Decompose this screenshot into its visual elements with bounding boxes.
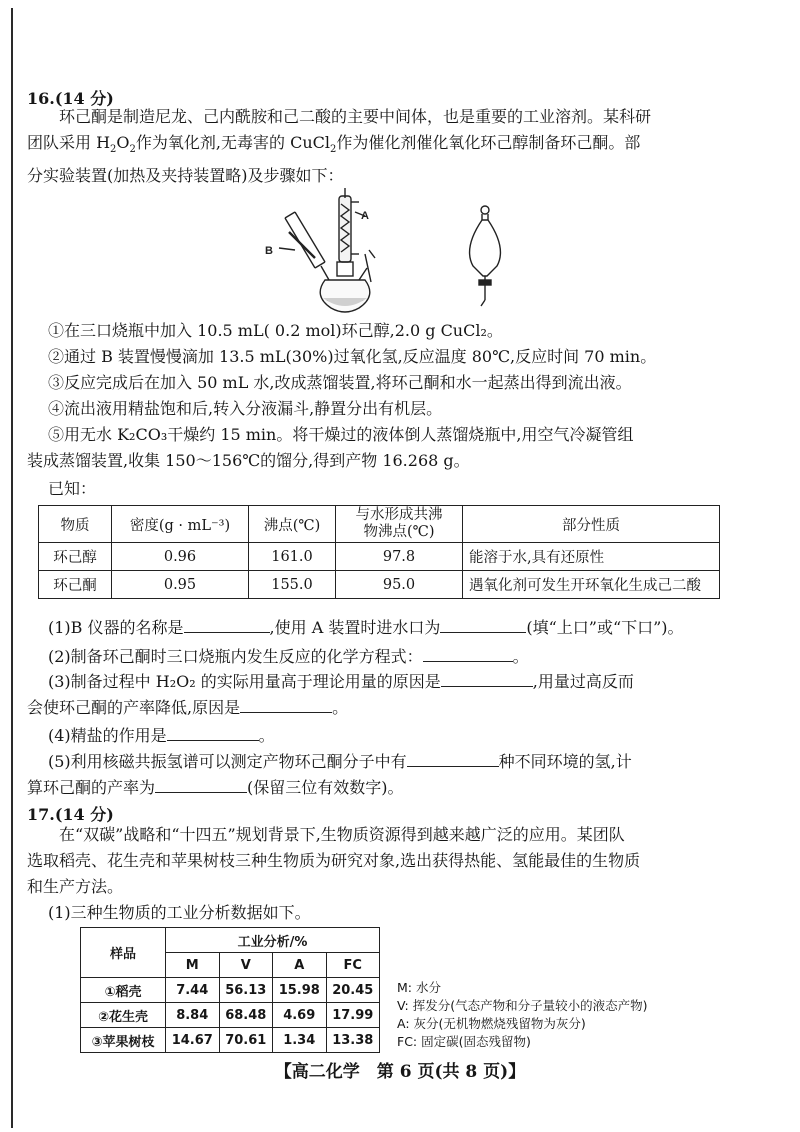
table-cell: 95.0	[336, 571, 463, 599]
header-cell: 部分性质	[463, 506, 720, 543]
step-1: ①在三口烧瓶中加入 10.5 mL( 0.2 mol)环己醇,2.0 g CuCl₂。	[48, 321, 503, 340]
question-17-sub-1: (1)三种生物质的工业分析数据如下。	[48, 903, 311, 922]
step-2: ②通过 B 装置慢慢滴加 13.5 mL(30%)过氧化氢,反应温度 80℃,反应时间 70 min。	[48, 347, 657, 366]
table-cell: 155.0	[249, 571, 336, 599]
dropping-funnel	[279, 212, 325, 268]
header-cell: 物质	[39, 506, 112, 543]
table-cell: 15.98	[273, 978, 327, 1003]
table-row	[81, 1028, 380, 1053]
intro-line-3: 和生产方法。	[27, 877, 124, 896]
table-row	[81, 978, 380, 1003]
step-3: ③反应完成后在加入 50 mL 水,改成蒸馏装置,将环己酮和水一起蒸出得到流出液。	[48, 373, 632, 392]
subscript-2: 2	[110, 144, 117, 156]
sub-question-4: (4)精盐的作用是 。	[48, 722, 275, 749]
table-cell: ①稻壳	[81, 978, 166, 1003]
header-cell: 与水形成共沸 物沸点(℃)	[336, 506, 463, 543]
page-footer: 【高二化学 第 6 页(共 8 页)】	[274, 1062, 526, 1082]
intro-line-2: 选取稻壳、花生壳和苹果树枝三种生物质为研究对象,选出获得热能、氢能最佳的生物质	[27, 851, 641, 870]
table-cell: 20.45	[326, 978, 380, 1003]
step-5-continued: 装成蒸馏装置,收集 150～156℃的馏分,得到产物 16.268 g。	[27, 451, 470, 470]
sub-question-3: (3)制备过程中 H₂O₂ 的实际用量高于理论用量的原因是 ,用量过高反而	[48, 668, 634, 695]
table-cell: 13.38	[326, 1028, 380, 1053]
sub-question-3-continued: 会使环己酮的产率降低,原因是 。	[27, 694, 348, 721]
header-cell: FC	[326, 953, 380, 978]
label-a: A	[361, 210, 369, 222]
table-cell: 环己酮	[39, 571, 112, 599]
label-b: B	[265, 245, 273, 257]
answer-blank[interactable]	[423, 643, 513, 662]
table-cell: 14.67	[166, 1028, 220, 1053]
intro-line-2: 团队采用 $H_2O_2$作为氧化剂,无毒害的 CuCl$_2$作为催化剂催化氧化环己醇制备环己酮。部	[27, 133, 641, 156]
apparatus-figure	[255, 188, 535, 316]
table-row	[39, 571, 720, 599]
answer-blank[interactable]	[167, 722, 259, 741]
table-cell: 4.69	[273, 1003, 327, 1028]
legend-v: V: 挥发分(气态产物和分子量较小的液态产物)	[397, 998, 648, 1013]
reflux-condenser	[339, 188, 365, 262]
table-cell: 17.99	[326, 1003, 380, 1028]
table-cell: 1.34	[273, 1028, 327, 1053]
header-cell: 密度(g · mL⁻³)	[112, 506, 249, 543]
intro-line-1: 在“双碳”战略和“十四五”规划背景下,生物质资源得到越来越广泛的应用。某团队	[59, 825, 625, 844]
legend-a: A: 灰分(无机物燃烧残留物为灰分)	[397, 1016, 586, 1031]
table-cell: 68.48	[219, 1003, 273, 1028]
table-header-row	[39, 506, 720, 543]
answer-blank[interactable]	[184, 614, 270, 633]
intro-line-3: 分实验装置(加热及夹持装置略)及步骤如下：	[27, 166, 344, 186]
table-row	[81, 1003, 380, 1028]
sub-question-5: (5)利用核磁共振氢谱可以测定产物环己酮分子中有 种不同环境的氢,计	[48, 748, 632, 775]
page-margin-line	[11, 8, 13, 1128]
step-4: ④流出液用精盐饱和后,转入分液漏斗,静置分出有机层。	[48, 399, 443, 418]
table-cell: 7.44	[166, 978, 220, 1003]
legend-m: M: 水分	[397, 980, 441, 995]
answer-blank[interactable]	[240, 694, 332, 713]
table-cell: ②花生壳	[81, 1003, 166, 1028]
table-cell: 8.84	[166, 1003, 220, 1028]
header-cell: V	[219, 953, 273, 978]
table-cell: 环己醇	[39, 543, 112, 571]
answer-blank[interactable]	[407, 748, 499, 767]
table-cell: 能溶于水,具有还原性	[463, 543, 720, 571]
step-5: ⑤用无水 K₂CO₃干燥约 15 min。将干燥过的液体倒人蒸馏烧瓶中,用空气冷凝管组	[48, 425, 634, 444]
table-cell: 0.95	[112, 571, 249, 599]
table-cell: 56.13	[219, 978, 273, 1003]
header-cell: M	[166, 953, 220, 978]
question-16-intro	[27, 104, 777, 189]
group-header-cell: 工业分析/%	[166, 928, 380, 953]
table-row	[39, 543, 720, 571]
sub-question-1: (1)B 仪器的名称是 ,使用 A 装置时进水口为 (填“上口”或“下口”)。	[48, 614, 684, 641]
intro-line-1: 环己酮是制造尼龙、己内酰胺和己二酸的主要中间体，也是重要的工业溶剂。某科研	[59, 107, 652, 126]
table-cell: 97.8	[336, 543, 463, 571]
table-cell: 70.61	[219, 1028, 273, 1053]
sub-question-5-continued: 算环己酮的产率为 (保留三位有效数字)。	[27, 774, 404, 801]
table-header-row	[81, 928, 380, 953]
header-cell: 样品	[81, 928, 166, 978]
properties-table	[38, 505, 720, 599]
answer-blank[interactable]	[440, 614, 526, 633]
question-17-intro	[27, 822, 777, 900]
biomass-analysis-table	[80, 927, 380, 1053]
steps	[48, 318, 656, 448]
question-16-number: 16.(14 分)	[27, 89, 114, 108]
sub-question-2: (2)制备环己酮时三口烧瓶内发生反应的化学方程式： 。	[48, 643, 529, 670]
legend-fc: FC: 固定碳(固态残留物)	[397, 1034, 531, 1049]
table-cell: 161.0	[249, 543, 336, 571]
table-cell: 遇氧化剂可发生开环氧化生成己二酸	[463, 571, 720, 599]
answer-blank[interactable]	[441, 668, 533, 687]
answer-blank[interactable]	[155, 774, 247, 793]
question-17-number: 17.(14 分)	[27, 805, 114, 824]
header-cell: 沸点(℃)	[249, 506, 336, 543]
known-label: 已知：	[48, 479, 97, 498]
table-cell: ③苹果树枝	[81, 1028, 166, 1053]
header-cell: A	[273, 953, 327, 978]
separatory-funnel	[470, 206, 501, 306]
table-cell: 0.96	[112, 543, 249, 571]
